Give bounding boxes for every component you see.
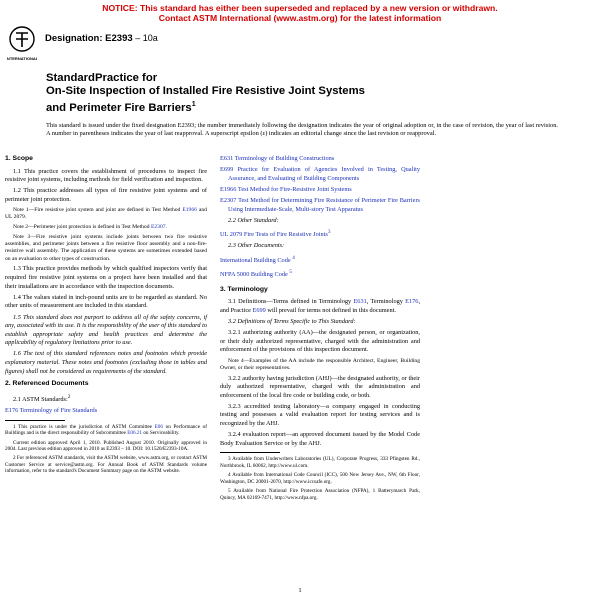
logo-text: INTERNATIONAL	[7, 56, 37, 61]
ref-e176: E176 Terminology of Fire Standards	[5, 407, 98, 415]
para-3-1: 3.1 Definitions—Terms defined in Terminology E631, Terminology E176, and Practice E699 will prevail for terms not defined in this document.	[220, 298, 421, 314]
para-1-3: 1.3 This practice provides methods by which qualified inspectors verify that required fire resistive joint systems on a project have been installed and that their installations are in accordance with the inspection documents.	[5, 265, 207, 290]
para-1-6: 1.6 The text of this standard references notes and footnotes which provide explanatory material. These notes and footnotes (excluding those in tables and figures) shall not be considered as requirements of the standard.	[5, 350, 207, 375]
link-e176-term[interactable]: E176	[405, 298, 419, 306]
section-heading-terminology: 3. Terminology	[220, 285, 268, 293]
link-e631[interactable]: E631	[353, 298, 367, 306]
designation	[45, 33, 158, 44]
para-2-1: 2.1 ASTM Standards:$^2$	[13, 393, 71, 403]
ref-ul2079[interactable]: UL 2079 Fire Tests of Fire Resistive Joints$^3$	[220, 229, 331, 239]
notice-line-1: NOTICE: This standard has either been superseded and replaced by a new version or withdrawn.	[102, 3, 498, 13]
astm-logo-icon	[7, 25, 37, 63]
link-e2307[interactable]: E2307	[150, 224, 166, 231]
designation-version: – 10a	[135, 33, 158, 43]
title-footnote-ref[interactable]: 1	[191, 101, 196, 109]
superseded-notice	[0, 3, 600, 23]
page-number: 1	[298, 587, 302, 594]
left-column	[5, 155, 207, 478]
footnote-ref-2[interactable]: 2	[67, 393, 71, 400]
designation-label: Designation: E2393	[45, 33, 133, 44]
link-e176[interactable]: E176	[5, 407, 19, 415]
section-heading-scope: 1. Scope	[5, 155, 33, 162]
note-4: Note 4—Examples of the AA include the responsible Architect, Engineer, Building Owner, or their representatives.	[220, 357, 420, 371]
note-1: Note 1—Fire resistive joint system and joint are defined in Test Method E1966 and UL 2079.	[5, 207, 207, 221]
link-e699[interactable]: E699	[252, 306, 266, 314]
para-1-4: 1.4 The values stated in inch-pound units are to be regarded as standard. No other units of measurement are included in this standard.	[5, 293, 207, 310]
note-3: Note 3—Fire resistive joint systems include joints between two fire resistive assemblies, and perimeter joints between a fire resistive floor assembly and a non-fire-resistive wall assembly. The application of these systems are sometimes extended based on an evaluation to other types of construction.	[5, 233, 207, 262]
link-e1966[interactable]: E1966	[182, 207, 197, 214]
notice-line-2: Contact ASTM International (www.astm.org) for the latest information	[158, 13, 442, 23]
footnote-3: 3 Available from Underwriters Laboratories (UL), Corporate Progress, 333 Pfingsten Rd., Northbrook, IL 60062, http://www.ul.com.	[220, 456, 420, 470]
para-1-2: 1.2 This practice addresses all types of fire resistive joint systems and of perimeter joint protection.	[5, 187, 207, 203]
footnote-4: 4 Available from International Code Council (ICC), 500 New Jersey Ave., NW, 6th Floor, Washington, DC 20001-2070, http://www.iccsafe.org.	[220, 472, 420, 485]
ref-ibc[interactable]: International Building Code $^4$	[220, 254, 295, 264]
footnote-2: 2 For referenced ASTM standards, visit the ASTM website, www.astm.org, or contact ASTM Customer Service at service@astm.org. For Annual Book of ASTM Standards volume information, refer to the standard's Document Summary page on the ASTM website.	[5, 455, 207, 475]
title-line-3: and Perimeter Fire Barriers$^1$	[46, 101, 196, 115]
title-line-1: StandardPractice for	[46, 72, 158, 84]
link-e06-21[interactable]: E06.21	[127, 430, 143, 437]
link-e06[interactable]: E06	[154, 423, 163, 430]
ref-e2307[interactable]: E2307 Test Method for Determining Fire Resistance of Perimeter Fire Barriers Using Intermediate-Scale, Multi-story Test Apparatus	[220, 197, 420, 213]
para-2-3: 2.3 Other Documents:	[228, 242, 285, 250]
para-1-1: 1.1 This practice covers the establishment of procedures to inspect fire resistive joint systems, including methods for field verification and inspection.	[5, 167, 207, 184]
para-3-2-1: 3.2.1 authorizing authority (AA)—the designated person, or organization, or their duly authorized representative, charged with the administration and enforcement of the provisions of this inspection document.	[220, 329, 420, 354]
ref-e1966[interactable]: E1966 Test Method for Fire-Resistive Joint Systems	[220, 185, 352, 193]
ref-e631[interactable]: E631 Terminology of Building Constructions	[220, 155, 335, 162]
footnote-divider-right	[220, 452, 280, 453]
page-title	[46, 72, 566, 115]
issuance-statement: This standard is issued under the fixed designation E2393; the number immediately following the designation indicates the year of original adoption or, in the case of revision, the year of last revision. A number in parentheses indicates the year of last reapproval. A superscript epsilon (ε) indicates an editorial change since the last revision or reapproval.	[46, 122, 558, 138]
ref-nfpa5000[interactable]: NFPA 5000 Building Code $^5$	[220, 268, 293, 278]
para-3-2-2: 3.2.2 authority having jurisdiction (AHJ)—the designated authority, or their duly authorized representative, charged with the administration and enforcement of the local fire code or building code, or both.	[220, 374, 420, 399]
right-column	[220, 155, 420, 504]
note-2: Note 2—Perimeter joint protection is defined in Test Method E2307.	[13, 224, 167, 231]
footnote-5: 5 Available from National Fire Protection Association (NFPA), 1 Batterymarch Park, Quincy, MA 02169-7471, http://www.nfpa.org.	[220, 488, 420, 501]
para-3-2: 3.2 Definitions of Terms Specific to This Standard:	[228, 317, 356, 325]
para-1-5: 1.5 This standard does not purport to address all of the safety concerns, if any, associated with its use. It is the responsibility of the user of this standard to establish appropriate safety and health practices and determine the applicability of regulatory limitations prior to use.	[5, 313, 207, 347]
footnote-1-edition: Current edition approved April 1, 2010. Published August 2010. Originally approved in 2004. Last previous edition approved in 2010 as E2393 – 10. DOI: 10.1520/E2393-10A.	[5, 439, 207, 453]
ref-e699[interactable]: E699 Practice for Evaluation of Agencies Involved in Testing, Quality Assurance, and Evaluating of Building Components	[220, 166, 420, 182]
section-heading-referenced-documents: 2. Referenced Documents	[5, 380, 89, 388]
para-3-2-3: 3.2.3 accredited testing laboratory—a company engaged in conducting testing and possesses a valid evaluation report for testing services and is recognized by the AHJ.	[220, 402, 420, 428]
footnote-divider	[5, 420, 65, 421]
title-line-2: On-Site Inspection of Installed Fire Resistive Joint Systems	[46, 85, 365, 98]
para-3-2-4: 3.2.4 evaluation report—an approved document issued by the Model Code Body Evaluation Service or by the AHJ.	[220, 431, 420, 447]
footnote-1: 1 This practice is under the jurisdiction of ASTM Committee E06 on Performance of Buildings and is the direct responsibility of Subcommittee E06.21 on Serviceability.	[5, 423, 207, 437]
para-2-2: 2.2 Other Standard:	[228, 216, 279, 224]
